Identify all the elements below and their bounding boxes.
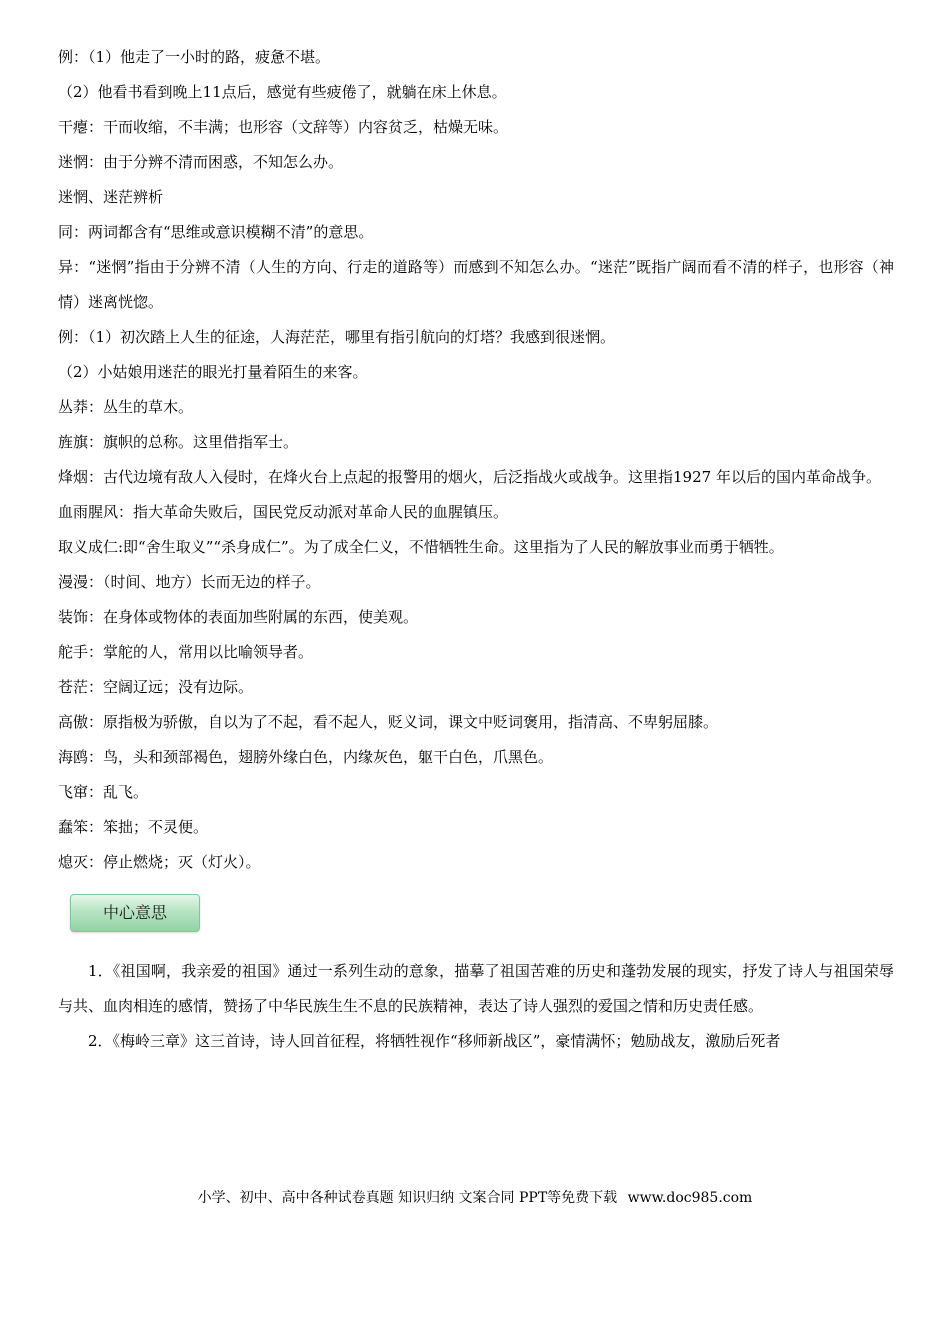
entry-example-2: （2）他看书看到晚上11点后，感觉有些疲倦了，就躺在床上休息。 xyxy=(58,83,507,101)
document-body xyxy=(58,40,894,1059)
summary-paragraph-2: 2．《梅岭三章》这三首诗，诗人回首征程，将牺牲视作“移师新战区”，豪情满怀；勉励战友，激励后死者 xyxy=(88,1032,781,1050)
section-title-badge: 中心意思 xyxy=(70,894,200,932)
summary-paragraph-1: 1．《祖国啊，我亲爱的祖国》通过一系列生动的意象，描摹了祖国苦难的历史和蓬勃发展的现实，抒发了诗人与祖国荣辱与共、血肉相连的感情，赞扬了中华民族生生不息的民族精神，表达了诗人强烈的爱国之情和历史责任感。 xyxy=(58,962,894,1015)
footer-text: 小学、初中、高中各种试卷真题 知识归纳 文案合同 PPT等免费下载 xyxy=(197,1190,618,1206)
entry-jingqi: 旌旗：旗帜的总称。这里借指军士。 xyxy=(58,433,299,451)
entry-xueyuxingfeng: 血雨腥风：指大革命失败后，国民党反动派对革命人民的血腥镇压。 xyxy=(58,503,509,521)
entry-cangmang: 苍茫：空阔辽远；没有边际。 xyxy=(58,678,254,696)
entry-ganbie: 干瘪：干而收缩，不丰满；也形容（文辞等）内容贫乏，枯燥无味。 xyxy=(58,118,509,136)
entry-gaoao: 高傲：原指极为骄傲，自以为了不起，看不起人，贬义词，课文中贬词褒用，指清高、不卑躬屈膝。 xyxy=(58,713,719,731)
entry-haiou: 海鸥：鸟，头和颈部褐色，翅膀外缘白色，内缘灰色，躯干白色，爪黑色。 xyxy=(58,748,554,766)
entry-manman: 漫漫：（时间、地方）长而无边的样子。 xyxy=(58,573,321,591)
entry-zhuangshi: 装饰：在身体或物体的表面加些附属的东西，使美观。 xyxy=(58,608,419,626)
entry-congmang: 丛莽：丛生的草木。 xyxy=(58,398,194,416)
entry-example-1: 例：（1）他走了一小时的路，疲惫不堪。 xyxy=(58,48,331,66)
entry-tong: 同：两词都含有“思维或意识模糊不清”的意思。 xyxy=(58,223,374,241)
entry-yi: 异：“迷惘”指由于分辨不清（人生的方向、行走的道路等）而感到不知怎么办。“迷茫”既指广阔而看不清的样子，也形容（神情）迷离恍惚。 xyxy=(58,258,894,311)
entry-example-3: 例：（1）初次踏上人生的征途，人海茫茫，哪里有指引航向的灯塔？我感到很迷惘。 xyxy=(58,328,616,346)
entry-chunben: 蠢笨：笨拙；不灵便。 xyxy=(58,818,209,836)
entry-feicuan: 飞窜：乱飞。 xyxy=(58,783,149,801)
footer-url[interactable]: www.doc985.com xyxy=(627,1190,753,1206)
entry-bianxi-heading: 迷惘、迷茫辨析 xyxy=(58,188,164,206)
entry-fengyan: 烽烟：古代边境有敌人入侵时，在烽火台上点起的报警用的烟火，后泛指战火或战争。这里指1927 年以后的国内革命战争。 xyxy=(58,468,881,486)
entry-quyichengren: 取义成仁:即“舍生取义”“杀身成仁”。为了成全仁义，不惜牺牲生命。这里指为了人民的解放事业而勇于牺牲。 xyxy=(58,538,784,556)
entry-example-4: （2）小姑娘用迷茫的眼光打量着陌生的来客。 xyxy=(58,363,368,381)
page-footer xyxy=(0,1188,950,1208)
entry-ximie: 熄灭：停止燃烧；灭（灯火）。 xyxy=(58,853,261,871)
entry-miwang: 迷惘：由于分辨不清而困惑，不知怎么办。 xyxy=(58,153,344,171)
entry-duoshou: 舵手：掌舵的人，常用以比喻领导者。 xyxy=(58,643,314,661)
